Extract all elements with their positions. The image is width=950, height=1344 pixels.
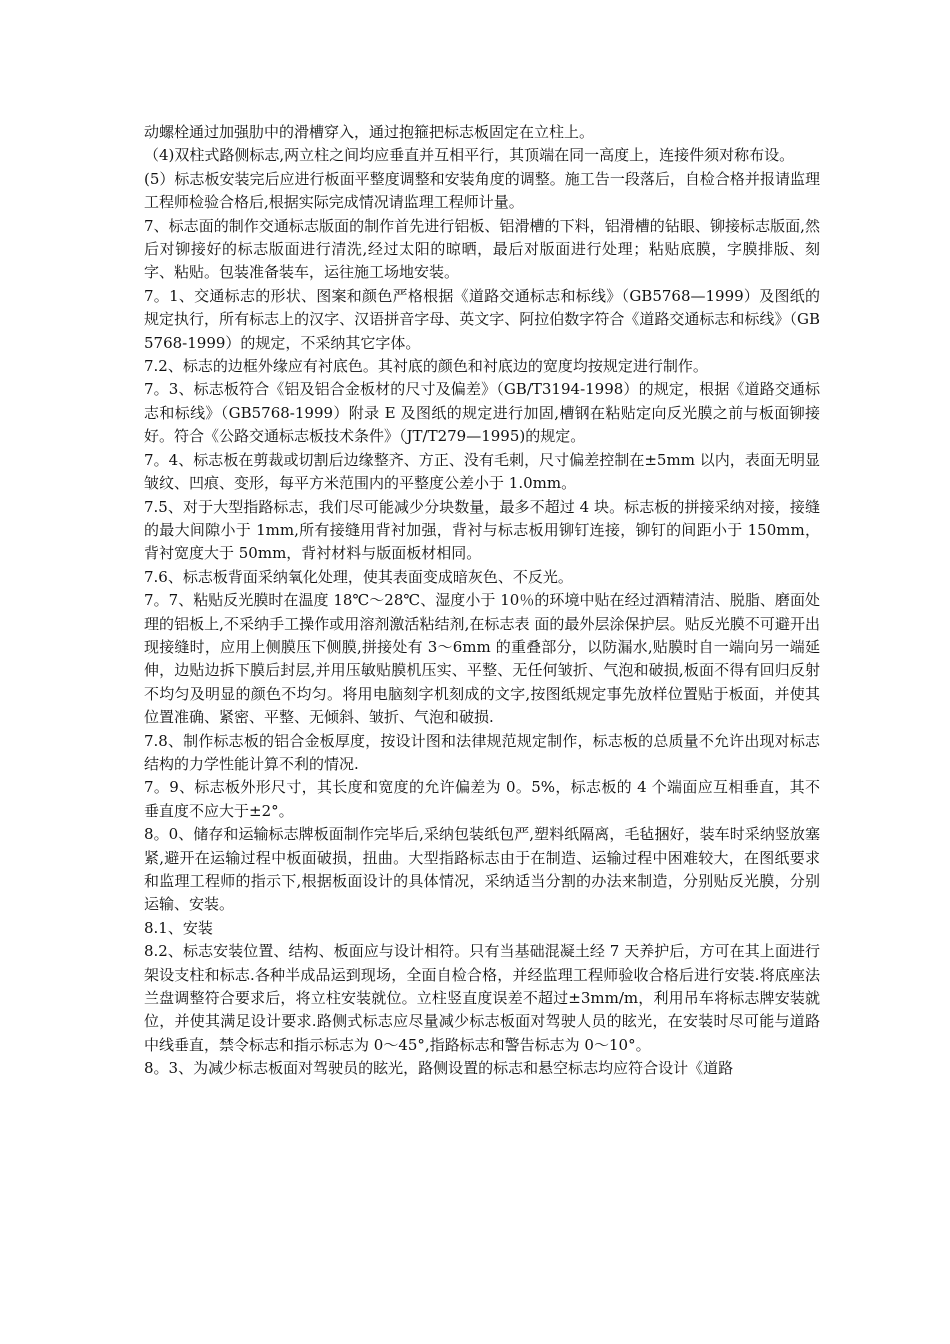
body-text: [144, 121, 820, 1081]
paragraph: 7、标志面的制作交通标志版面的制作首先进行铝板、铝滑槽的下料，铝滑槽的钻眼、铆接标志版面,然后对铆接好的标志版面进行清洗,经过太阳的晾晒，最后对版面进行处理；粘贴底膜，字膜排版、刻字、粘贴。包装准备装车，运往施工场地安装。: [144, 216, 820, 282]
paragraph: 动螺栓通过加强肋中的滑槽穿入，通过抱箍把标志板固定在立柱上。: [144, 123, 595, 141]
paragraph: 7.2、标志的边框外缘应有衬底色。其衬底的颜色和衬底边的宽度均按规定进行制作。: [144, 357, 708, 376]
paragraph: 7。9、标志板外形尺寸，其长度和宽度的允许偏差为 0。5%，标志板的 4 个端面应互相垂直，其不垂直度不应大于±2°。: [144, 778, 820, 820]
paragraph: 7。7、粘贴反光膜时在温度 18℃～28℃、湿度小于 10％的环境中贴在经过酒精清洁、脱脂、磨面处理的铝板上,不采纳手工操作或用溶剂激活粘结剂,在标志表 面的最外层涂保护层。贴反光膜不可避开出现接缝时，应用上侧膜压下侧膜,拼接处有 3～6mm 的重叠部分，以防漏水,贴膜时自一端向另一端延伸，边贴边拆下膜后封层,并用压敏贴膜机压实、平整、无任何皱折、气泡和破损,板面不得有回归反射不均匀及明显的颜色不均匀。将用电脑刻字机刻成的文字,按图纸规定事先放样位置贴于板面，并使其位置准确、紧密、平整、无倾斜、皱折、气泡和破损.: [144, 591, 820, 727]
paragraph: （4)双柱式路侧标志,两立柱之间均应垂直并互相平行，其顶端在同一高度上，连接件须对称布设。: [144, 146, 795, 165]
section-heading: 8.1、安装: [144, 918, 213, 937]
paragraph: 8。3、为减少标志板面对驾驶员的眩光，路侧设置的标志和悬空标志均应符合设计《道路: [144, 1059, 734, 1078]
paragraph: 7.6、标志板背面采纳氧化处理，使其表面变成暗灰色、不反光。: [144, 567, 573, 586]
paragraph: (5）标志板安装完后应进行板面平整度调整和安装角度的调整。施工告一段落后，自检合格并报请监理工程师检验合格后,根据实际完成情况请监理工程师计量。: [144, 169, 820, 212]
paragraph: 7。4、标志板在剪裁或切割后边缘整齐、方正、没有毛刺，尺寸偏差控制在±5mm 以内，表面无明显皱纹、凹痕、变形，每平方米范围内的平整度公差小于 1.0mm。: [144, 450, 820, 493]
paragraph: 7.8、制作标志板的铝合金板厚度，按设计图和法律规范规定制作，标志板的总质量不允许出现对标志结构的力学性能计算不利的情况.: [144, 731, 820, 773]
paragraph: 8。0、储存和运输标志牌板面制作完毕后,采纳包装纸包严,塑料纸隔离，毛毡捆好，装车时采纳竖放塞紧,避开在运输过程中板面破损，扭曲。大型指路标志由于在制造、运输过程中困难较大，在图纸要求和监理工程师的指示下,根据板面设计的具体情况，采纳适当分割的办法来制造，分别贴反光膜，分别运输、安装。: [144, 825, 820, 914]
paragraph: 7。1、交通标志的形状、图案和颜色严格根据《道路交通标志和标线》（GB5768—1999）及图纸的规定执行，所有标志上的汉字、汉语拼音字母、英文字、阿拉伯数字符合《道路交通标志和标线》（GB5768-1999）的规定，不采纳其它字体。: [144, 286, 820, 352]
paragraph: 7。3、标志板符合《铝及铝合金板材的尺寸及偏差》（GB/T3194-1998）的规定，根据《道路交通标志和标线》（GB5768-1999）附录 E 及图纸的规定进行加固,槽钢在粘贴定向反光膜之前与板面铆接好。符合《公路交通标志板技术条件》（JT/T279—1995)的规定。: [144, 380, 820, 446]
paragraph: 8.2、标志安装位置、结构、板面应与设计相符。只有当基础混凝土经 7 天养护后，方可在其上面进行架设支柱和标志.各种半成品运到现场，全面自检合格，并经监理工程师验收合格后进行安装.将底座法兰盘调整符合要求后，将立柱安装就位。立柱竖直度误差不超过±3mm/m，利用吊车将标志牌安装就位，并使其满足设计要求.路侧式标志应尽量减少标志板面对驾驶人员的眩光，在安装时尽可能与道路中线垂直，禁令标志和指示标志为 0～45°,指路标志和警告标志为 0～10°。: [144, 942, 820, 1054]
paragraph: 7.5、对于大型指路标志，我们尽可能减少分块数量，最多不超过 4 块。标志板的拼接采纳对接，接缝的最大间隙小于 1mm,所有接缝用背衬加强，背衬与标志板用铆钉连接，铆钉的间距小于 150mm，背衬宽度大于 50mm，背衬材料与版面板材相同。: [144, 497, 820, 563]
